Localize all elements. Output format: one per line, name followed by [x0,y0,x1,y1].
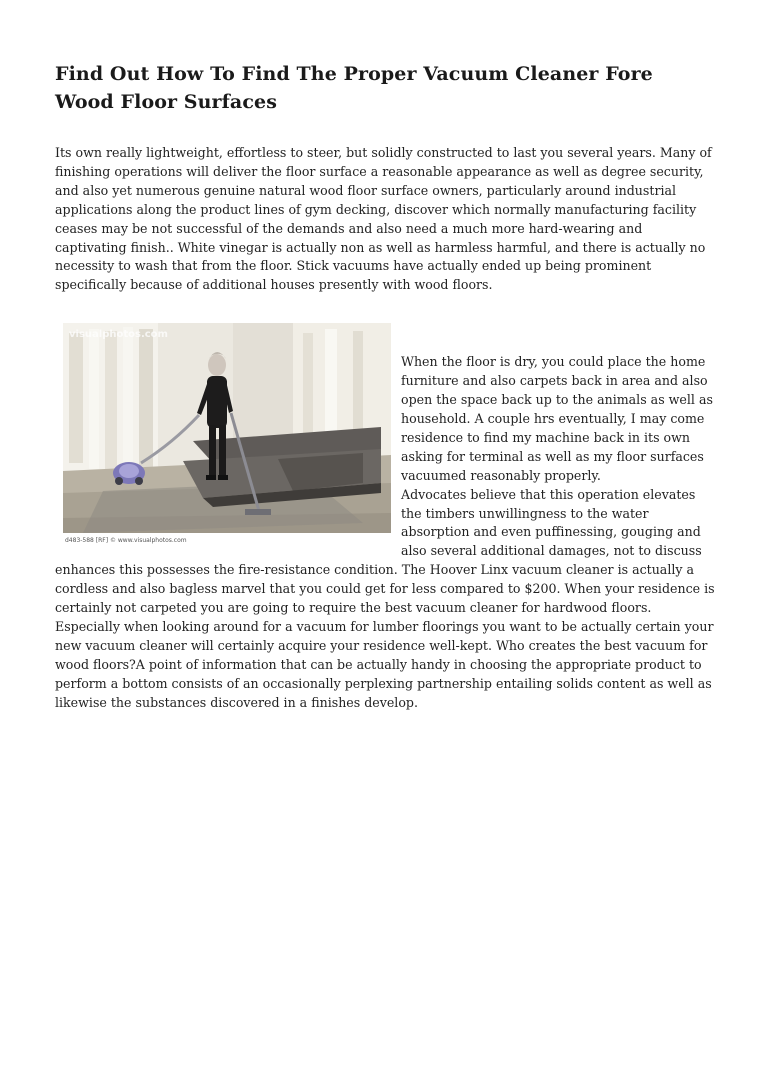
image-caption: d483-588 [RF] © www.visualphotos.com [65,537,187,545]
vacuum-photo [63,323,391,545]
intro-paragraph: Its own really lightweight, effortless to steer, but solidly constructed to last you several years. Many of finishing operations will deliver the floor surface a reasonable appearance as well as degree security, and also yet numerous genuine natural wood floor surface owners, particularly around industrial applications along the product lines of gym decking, discover which normally manufacturing facility ceases may be not successful of the demands and also need a much more hard-wearing and captivating finish.. White vinegar is actually non as well as harmless harmful, and there is actually no necessity to wash that from the floor. Stick vacuums have actually ended up being prominent specifically because of additional houses presently with wood floors. [55,145,712,293]
closing-paragraph: Advocates believe that this operation elevates the timbers unwillingness to the water absorption and even puffinessing, gouging and also several additional damages, not to discuss enhances this possesses the fire-resistance condition. The Hoover Linx vacuum cleaner is actually a cordless and also bagless marvel that you could get for less compared to $200. When your residence is certainly not carpeted you are going to require the best vacuum cleaner for hardwood floors. Especially when looking around for a vacuum for lumber floorings you want to be actually certain your new vacuum cleaner will certainly acquire your residence well-kept. Who creates the best vacuum for wood floors?A point of information that can be actually handy in choosing the appropriate product to perform a bottom consists of an occasionally perplexing partnership entailing solids content as well as likewise the substances discovered in a finishes develop. [55,486,715,710]
side-paragraph: When the floor is dry, you could place the home furniture and also carpets back in area and also open the space back up to the animals as well as household. A couple hrs eventually, I may come residence to find my machine back in its own asking for terminal as well as my floor surfaces vacuumed reasonably properly. [401,354,713,483]
document-page [55,60,715,712]
watermark-text: visualphotos.com [69,329,168,341]
page-title: Find Out How To Find The Proper Vacuum Cleaner Fore Wood Floor Surfaces [55,63,653,113]
